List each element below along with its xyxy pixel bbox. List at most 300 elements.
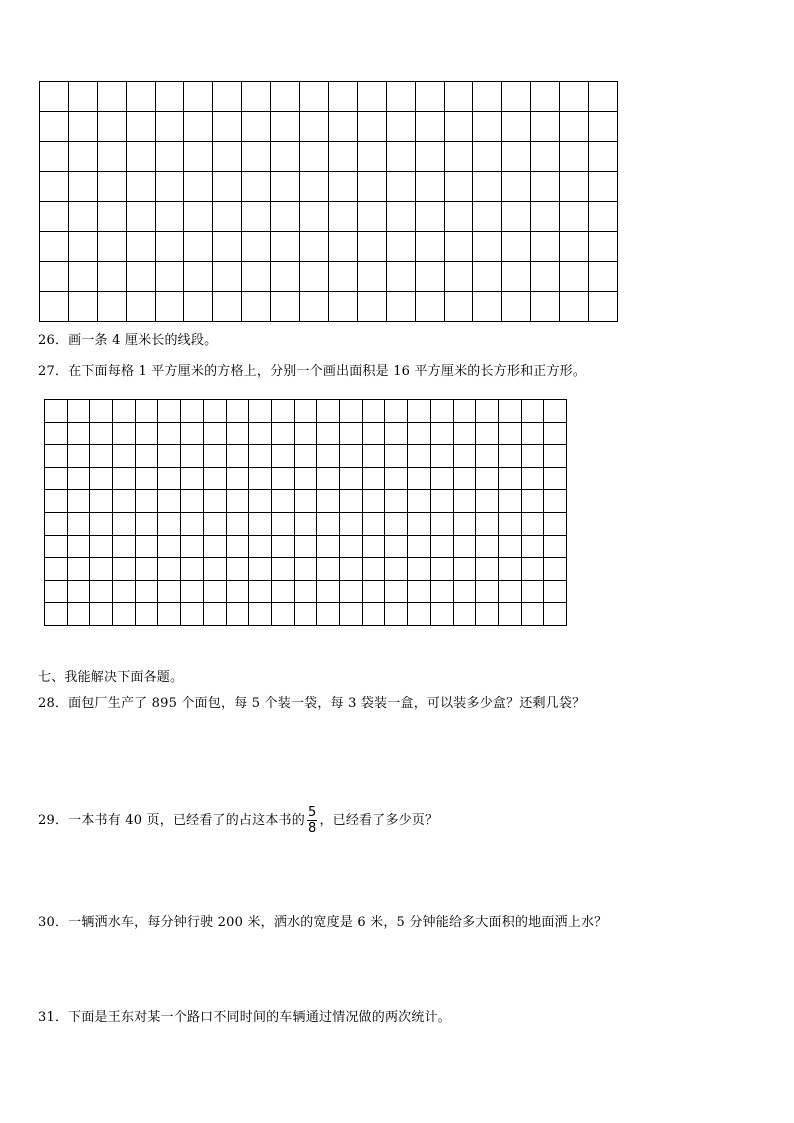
grid-cell xyxy=(385,558,408,581)
grid-cell xyxy=(408,558,431,581)
grid-cell xyxy=(249,468,272,491)
grid-cell xyxy=(68,558,91,581)
grid-cell xyxy=(271,232,300,262)
grid-cell xyxy=(363,423,386,446)
grid-cell xyxy=(158,490,181,513)
grid-cell xyxy=(227,468,250,491)
grid-cell xyxy=(522,581,545,604)
grid-cell xyxy=(158,468,181,491)
grid-cell xyxy=(295,445,318,468)
grid-cell xyxy=(300,82,329,112)
grid-cell xyxy=(560,172,589,202)
grid-cell xyxy=(98,232,127,262)
grid-cell xyxy=(340,513,363,536)
grid-cell xyxy=(385,445,408,468)
grid-cell xyxy=(358,262,387,292)
grid-cell xyxy=(560,202,589,232)
grid-cell xyxy=(445,112,474,142)
grid-cell xyxy=(522,468,545,491)
grid-cell xyxy=(454,445,477,468)
square-grid-bottom xyxy=(44,399,567,626)
grid-cell xyxy=(136,423,159,446)
grid-cell xyxy=(431,603,454,626)
grid-cell xyxy=(98,142,127,172)
grid-cell xyxy=(499,536,522,559)
grid-cell xyxy=(522,423,545,446)
grid-cell xyxy=(544,558,567,581)
grid-cell xyxy=(68,603,91,626)
grid-cell xyxy=(272,603,295,626)
grid-cell xyxy=(213,112,242,142)
grid-cell xyxy=(544,445,567,468)
grid-cell xyxy=(560,142,589,172)
grid-cell xyxy=(295,581,318,604)
grid-cell xyxy=(242,142,271,172)
grid-cell xyxy=(531,232,560,262)
grid-cell xyxy=(242,232,271,262)
grid-cell xyxy=(45,558,68,581)
grid-cell xyxy=(454,468,477,491)
grid-cell xyxy=(363,400,386,423)
grid-cell xyxy=(184,82,213,112)
grid-cell xyxy=(113,490,136,513)
grid-cell xyxy=(589,232,618,262)
grid-cell xyxy=(499,603,522,626)
grid-cell xyxy=(181,558,204,581)
grid-cell xyxy=(181,603,204,626)
grid-cell xyxy=(473,232,502,262)
grid-cell xyxy=(271,172,300,202)
grid-cell xyxy=(184,292,213,322)
grid-cell xyxy=(295,400,318,423)
grid-cell xyxy=(387,112,416,142)
grid-cell xyxy=(249,400,272,423)
question-31-text: 31．下面是王东对某一个路口不同时间的车辆通过情况做的两次统计。 xyxy=(38,1010,451,1025)
grid-cell xyxy=(136,536,159,559)
grid-cell xyxy=(531,82,560,112)
grid-cell xyxy=(317,581,340,604)
grid-cell xyxy=(454,536,477,559)
grid-cell xyxy=(454,513,477,536)
grid-cell xyxy=(113,468,136,491)
grid-cell xyxy=(385,423,408,446)
grid-cell xyxy=(40,232,69,262)
grid-cell xyxy=(204,558,227,581)
grid-cell xyxy=(317,490,340,513)
grid-cell xyxy=(136,581,159,604)
grid-cell xyxy=(127,172,156,202)
question-28 xyxy=(38,695,585,713)
grid-cell xyxy=(45,445,68,468)
grid-cell xyxy=(295,558,318,581)
question-30 xyxy=(38,914,607,932)
grid-cell xyxy=(158,558,181,581)
grid-cell xyxy=(271,292,300,322)
grid-cell xyxy=(329,262,358,292)
grid-cell xyxy=(476,581,499,604)
grid-cell xyxy=(272,400,295,423)
grid-cell xyxy=(499,490,522,513)
grid-cell xyxy=(408,536,431,559)
grid-cell xyxy=(340,603,363,626)
grid-cell xyxy=(522,536,545,559)
grid-cell xyxy=(431,513,454,536)
grid-cell xyxy=(416,262,445,292)
grid-cell xyxy=(136,400,159,423)
grid-cell xyxy=(387,142,416,172)
grid-cell xyxy=(431,445,454,468)
grid-cell xyxy=(40,82,69,112)
grid-cell xyxy=(204,490,227,513)
grid-cell xyxy=(227,445,250,468)
grid-cell xyxy=(476,558,499,581)
grid-cell xyxy=(544,423,567,446)
grid-cell xyxy=(445,82,474,112)
grid-cell xyxy=(476,423,499,446)
grid-cell xyxy=(158,423,181,446)
grid-cell xyxy=(69,232,98,262)
grid-cell xyxy=(445,262,474,292)
question-27-text: 27．在下面每格 1 平方厘米的方格上，分别一个画出面积是 16 平方厘米的长方形和正方形。 xyxy=(38,364,587,379)
grid-cell xyxy=(560,232,589,262)
grid-cell xyxy=(544,603,567,626)
grid-cell xyxy=(387,82,416,112)
grid-cell xyxy=(40,172,69,202)
grid-cell xyxy=(227,490,250,513)
grid-cell xyxy=(227,423,250,446)
grid-cell xyxy=(249,558,272,581)
grid-cell xyxy=(213,292,242,322)
grid-cell xyxy=(363,581,386,604)
grid-cell xyxy=(213,82,242,112)
grid-cell xyxy=(300,142,329,172)
question-26-text: 26．画一条 4 厘米长的线段。 xyxy=(38,333,218,348)
grid-cell xyxy=(431,468,454,491)
grid-cell xyxy=(69,172,98,202)
grid-cell xyxy=(544,536,567,559)
grid-cell xyxy=(476,513,499,536)
grid-cell xyxy=(227,603,250,626)
grid-cell xyxy=(499,581,522,604)
grid-cell xyxy=(127,202,156,232)
grid-cell xyxy=(249,581,272,604)
grid-cell xyxy=(340,468,363,491)
grid-cell xyxy=(127,112,156,142)
grid-cell xyxy=(300,292,329,322)
grid-cell xyxy=(502,292,531,322)
grid-cell xyxy=(358,202,387,232)
grid-cell xyxy=(98,82,127,112)
grid-cell xyxy=(431,400,454,423)
grid-cell xyxy=(136,603,159,626)
grid-cell xyxy=(358,142,387,172)
grid-cell xyxy=(90,423,113,446)
grid-cell xyxy=(227,581,250,604)
grid-cell xyxy=(531,172,560,202)
grid-cell xyxy=(249,536,272,559)
fraction xyxy=(307,805,317,836)
grid-cell xyxy=(45,513,68,536)
grid-cell xyxy=(445,232,474,262)
grid-cell xyxy=(98,172,127,202)
grid-cell xyxy=(98,262,127,292)
grid-cell xyxy=(416,202,445,232)
grid-cell xyxy=(329,232,358,262)
grid-cell xyxy=(589,142,618,172)
grid-cell xyxy=(213,262,242,292)
grid-cell xyxy=(358,172,387,202)
grid-cell xyxy=(184,172,213,202)
grid-cell xyxy=(416,142,445,172)
grid-cell xyxy=(473,292,502,322)
grid-cell xyxy=(204,603,227,626)
grid-cell xyxy=(329,112,358,142)
grid-cell xyxy=(544,400,567,423)
grid-cell xyxy=(473,142,502,172)
grid-cell xyxy=(184,262,213,292)
grid-cell xyxy=(560,112,589,142)
grid-cell xyxy=(502,202,531,232)
grid-cell xyxy=(295,423,318,446)
grid-cell xyxy=(476,468,499,491)
grid-cell xyxy=(317,558,340,581)
grid-cell xyxy=(90,513,113,536)
grid-cell xyxy=(476,445,499,468)
grid-cell xyxy=(156,262,185,292)
grid-cell xyxy=(127,232,156,262)
grid-cell xyxy=(90,468,113,491)
grid-cell xyxy=(90,536,113,559)
grid-cell xyxy=(385,490,408,513)
grid-cell xyxy=(113,603,136,626)
grid-cell xyxy=(340,445,363,468)
grid-cell xyxy=(499,423,522,446)
grid-cell xyxy=(184,232,213,262)
grid-cell xyxy=(227,400,250,423)
grid-cell xyxy=(329,202,358,232)
grid-cell xyxy=(113,445,136,468)
question-30-text: 30．一辆洒水车，每分钟行驶 200 米，洒水的宽度是 6 米，5 分钟能给多大面积的地面洒上水？ xyxy=(38,915,608,930)
grid-cell xyxy=(363,603,386,626)
grid-cell xyxy=(45,423,68,446)
grid-cell xyxy=(531,292,560,322)
grid-cell xyxy=(522,445,545,468)
grid-cell xyxy=(340,581,363,604)
grid-cell xyxy=(317,423,340,446)
grid-cell xyxy=(416,82,445,112)
grid-cell xyxy=(158,400,181,423)
grid-cell xyxy=(408,423,431,446)
grid-cell xyxy=(156,112,185,142)
grid-cell xyxy=(204,581,227,604)
grid-cell xyxy=(68,468,91,491)
grid-cell xyxy=(90,400,113,423)
grid-cell xyxy=(69,292,98,322)
grid-cell xyxy=(502,112,531,142)
grid-cell xyxy=(271,82,300,112)
grid-cell xyxy=(363,445,386,468)
grid-cell xyxy=(45,581,68,604)
grid-cell xyxy=(363,468,386,491)
grid-cell xyxy=(387,292,416,322)
grid-cell xyxy=(68,445,91,468)
grid-cell xyxy=(408,468,431,491)
grid-cell xyxy=(69,82,98,112)
grid-cell xyxy=(522,558,545,581)
grid-cell xyxy=(560,262,589,292)
grid-cell xyxy=(385,603,408,626)
grid-cell xyxy=(98,292,127,322)
grid-cell xyxy=(522,603,545,626)
grid-cell xyxy=(113,513,136,536)
grid-cell xyxy=(45,468,68,491)
grid-cell xyxy=(300,202,329,232)
grid-cell xyxy=(295,513,318,536)
grid-cell xyxy=(272,445,295,468)
grid-cell xyxy=(544,581,567,604)
grid-cell xyxy=(502,82,531,112)
grid-cell xyxy=(158,603,181,626)
grid-cell xyxy=(431,558,454,581)
grid-cell xyxy=(272,423,295,446)
grid-cell xyxy=(358,82,387,112)
grid-cell xyxy=(45,536,68,559)
grid-cell xyxy=(387,262,416,292)
grid-cell xyxy=(45,603,68,626)
grid-cell xyxy=(408,581,431,604)
grid-cell xyxy=(431,490,454,513)
grid-cell xyxy=(69,262,98,292)
grid-cell xyxy=(127,292,156,322)
grid-cell xyxy=(68,536,91,559)
grid-cell xyxy=(181,445,204,468)
grid-cell xyxy=(363,490,386,513)
grid-cell xyxy=(329,142,358,172)
grid-cell xyxy=(416,232,445,262)
question-29-text-before: 29．一本书有 40 页，已经看了的占这本书的 xyxy=(38,813,305,828)
grid-cell xyxy=(90,490,113,513)
grid-cell xyxy=(385,581,408,604)
grid-cell xyxy=(522,490,545,513)
grid-cell xyxy=(271,262,300,292)
grid-cell xyxy=(227,513,250,536)
grid-cell xyxy=(271,142,300,172)
grid-cell xyxy=(589,172,618,202)
grid-cell xyxy=(136,513,159,536)
grid-cell xyxy=(416,292,445,322)
grid-cell xyxy=(242,112,271,142)
grid-cell xyxy=(317,536,340,559)
grid-cell xyxy=(473,82,502,112)
grid-cell xyxy=(300,232,329,262)
grid-cell xyxy=(358,292,387,322)
grid-cell xyxy=(454,400,477,423)
grid-cell xyxy=(181,400,204,423)
grid-cell xyxy=(416,172,445,202)
grid-cell xyxy=(249,490,272,513)
grid-cell xyxy=(158,513,181,536)
question-28-text: 28．面包厂生产了 895 个面包，每 5 个装一袋，每 3 袋装一盒，可以装多少盒？还剩几袋？ xyxy=(38,696,586,711)
grid-cell xyxy=(431,423,454,446)
grid-cell xyxy=(90,581,113,604)
grid-cell xyxy=(249,513,272,536)
grid-cell xyxy=(454,603,477,626)
grid-cell xyxy=(156,292,185,322)
grid-cell xyxy=(317,603,340,626)
grid-cell xyxy=(98,112,127,142)
grid-cell xyxy=(40,202,69,232)
grid-cell xyxy=(476,400,499,423)
grid-cell xyxy=(272,536,295,559)
grid-cell xyxy=(249,603,272,626)
grid-cell xyxy=(40,292,69,322)
grid-cell xyxy=(295,536,318,559)
grid-cell xyxy=(68,581,91,604)
grid-cell xyxy=(204,468,227,491)
grid-cell xyxy=(502,232,531,262)
grid-cell xyxy=(156,142,185,172)
question-26 xyxy=(38,332,217,350)
grid-cell xyxy=(40,142,69,172)
grid-cell xyxy=(184,112,213,142)
grid-cell xyxy=(136,558,159,581)
grid-cell xyxy=(213,142,242,172)
grid-cell xyxy=(317,445,340,468)
grid-cell xyxy=(204,400,227,423)
grid-cell xyxy=(329,292,358,322)
grid-cell xyxy=(204,536,227,559)
grid-cell xyxy=(387,172,416,202)
grid-cell xyxy=(242,292,271,322)
question-27 xyxy=(38,363,586,381)
fraction-numerator: 5 xyxy=(307,805,317,820)
grid-cell xyxy=(317,400,340,423)
grid-cell xyxy=(589,202,618,232)
grid-cell xyxy=(204,513,227,536)
grid-cell xyxy=(271,202,300,232)
grid-cell xyxy=(416,112,445,142)
grid-cell xyxy=(329,82,358,112)
grid-cell xyxy=(68,513,91,536)
grid-cell xyxy=(249,445,272,468)
grid-cell xyxy=(68,423,91,446)
grid-cell xyxy=(127,142,156,172)
grid-cell xyxy=(300,172,329,202)
grid-cell xyxy=(560,82,589,112)
grid-cell xyxy=(454,558,477,581)
grid-cell xyxy=(408,445,431,468)
question-29 xyxy=(38,805,438,836)
grid-cell xyxy=(476,536,499,559)
grid-cell xyxy=(242,262,271,292)
grid-cell xyxy=(40,262,69,292)
grid-cell xyxy=(156,172,185,202)
grid-cell xyxy=(589,262,618,292)
grid-cell xyxy=(213,202,242,232)
grid-cell xyxy=(499,400,522,423)
grid-cell xyxy=(387,202,416,232)
grid-cell xyxy=(454,490,477,513)
fraction-denominator: 8 xyxy=(307,821,317,836)
grid-cell xyxy=(358,112,387,142)
grid-cell xyxy=(476,603,499,626)
grid-cell xyxy=(408,400,431,423)
grid-cell xyxy=(156,202,185,232)
grid-cell xyxy=(113,581,136,604)
grid-cell xyxy=(181,513,204,536)
grid-cell xyxy=(531,142,560,172)
grid-cell xyxy=(431,581,454,604)
